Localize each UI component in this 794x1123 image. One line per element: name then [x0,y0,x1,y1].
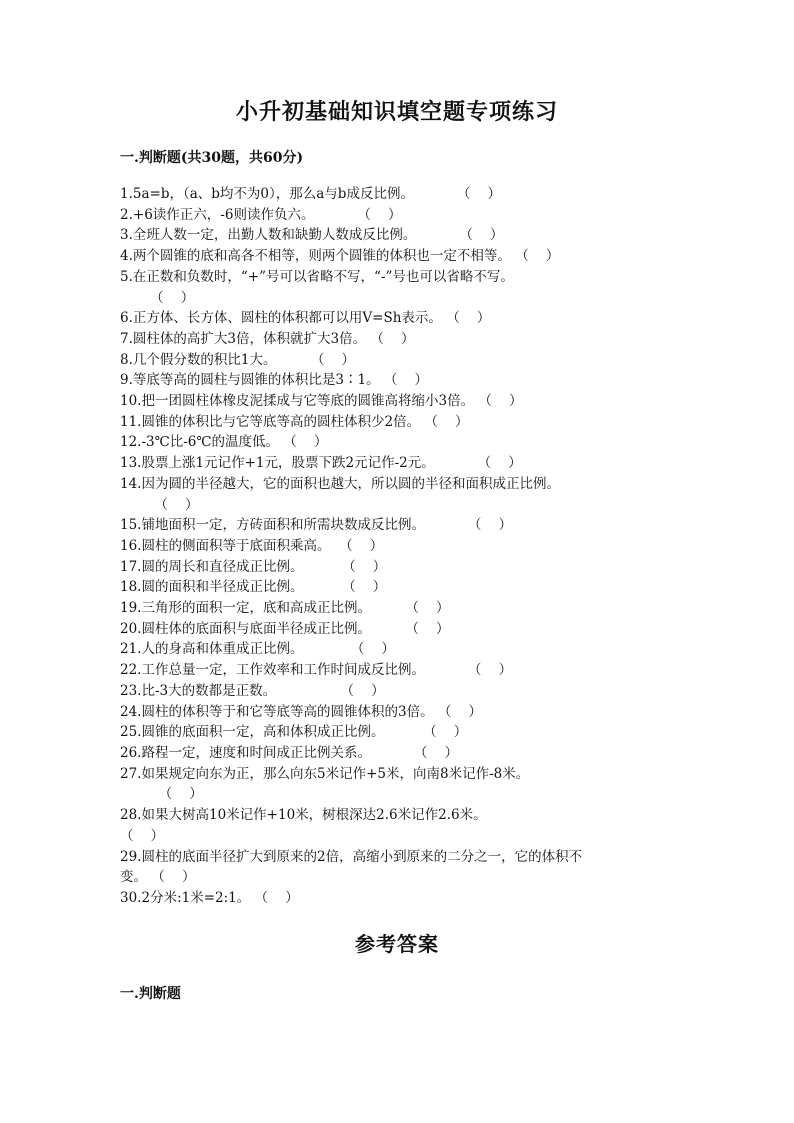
answer-blank: （ ） [342,579,387,596]
question-number: 7. [120,330,133,347]
answer-gap [371,621,405,637]
question-text: 全班人数一定，出勤人数和缺勤人数成反比例。 [132,227,417,244]
answer-blank: （ ） [467,662,513,679]
question-text: 如果大树高10米记作+10米，树根深达2.6米记作2.6米。 [141,807,487,824]
page-title: 小升初基础知识填空题专项练习 [235,99,558,125]
question-line [120,764,680,785]
answer-blank: （ ） [254,889,299,906]
answer-blank: （ ） [405,620,450,637]
question-text: 把一团圆柱体橡皮泥揉成与它等底的圆锥高将缩小3倍。 [141,393,475,410]
question-line [120,515,680,536]
question-line [120,308,680,329]
question-text: 等底等高的圆柱与圆锥的体积比是3∶1。 [132,372,380,389]
answer-gap [330,538,339,554]
question-line [120,702,680,723]
question-text: 在正数和负数时，“+”号可以省略不写，“-”号也可以省略不写。 [132,268,514,285]
question-text: 路程一定，速度和时间成正比例关系。 [141,744,371,761]
question-number: 21. [120,641,142,658]
question-line [120,722,680,743]
answer-blank: （ ） [424,413,469,430]
question-text: 圆的周长和直径成正比例。 [141,558,304,575]
question-number: 12. [120,434,142,451]
question-line [120,557,680,578]
question-text: 几个假分数的积比1大。 [132,351,277,368]
question-number: 1. [120,186,133,202]
answer-gap [120,497,154,513]
question-line [120,888,680,909]
answer-blank: （ ） [339,537,384,554]
answer-blank: （ ） [405,600,450,617]
answer-gap [371,600,405,616]
question-line [120,225,680,246]
question-number: 27. [120,765,142,782]
question-text: 圆柱的侧面积等于底面积乘高。 [141,537,331,554]
question-number: 5. [120,268,133,285]
answer-gap [314,207,357,223]
answer-gap [120,290,150,306]
answer-gap [276,683,340,699]
question-line [120,205,680,226]
answer-blank: （ ） [413,744,459,761]
question-line [120,370,680,391]
answer-blank: （ ） [150,289,195,306]
answer-gap [276,352,310,368]
question-number: 4. [120,248,133,265]
answer-blank: （ ） [383,372,429,389]
answer-gap [425,662,468,678]
answer-blank: （ ） [456,186,502,202]
question-line [120,391,680,412]
answer-gap [416,227,459,243]
question-line [120,577,680,598]
question-line [120,350,680,371]
answer-blank: （ ） [370,330,415,347]
question-line [120,246,680,267]
question-line [120,619,680,640]
question-number: 18. [120,579,142,596]
answer-blank: （ ） [459,227,504,244]
question-number: 6. [120,310,133,327]
answer-blank: （ ） [154,496,199,513]
question-text: 因为圆的半径越大，它的面积也越大，所以圆的半径和面积成正比例。 [141,475,560,492]
question-number: 24. [120,703,142,720]
question-number: 9. [120,372,133,389]
question-text: 两个圆锥的底和高各不相等，则两个圆锥的体积也一定不相等。 [132,248,511,265]
answer-blank: （ ） [515,248,560,265]
answer-blank: （ ） [342,558,387,575]
question-text: +6读作正六，-6则读作负六。 [132,206,315,223]
answer-blank: （ ） [357,206,402,223]
question-line [120,847,680,868]
question-text: 变。 [120,869,147,886]
answer-gap [414,186,457,202]
answer-gap [435,455,478,471]
section-heading: 一.判断题(共30题，共60分) [120,150,304,166]
answer-blank: （ ） [340,682,385,699]
answer-section-heading: 一.判断题 [120,986,181,1002]
answer-blank: （ ） [283,434,328,451]
question-number: 15. [120,517,142,534]
answer-gap [384,724,423,740]
answer-blank: （ ） [350,641,395,658]
question-line [120,267,680,288]
question-number: 25. [120,724,142,741]
answer-blank: （ ） [151,869,196,886]
question-list [120,184,680,909]
question-line [120,826,680,847]
question-text: 人的身高和体重成正比例。 [141,641,304,658]
question-line [120,639,680,660]
answer-blank: （ ） [478,393,523,410]
answer-blank: （ ） [310,351,355,368]
question-line [120,536,680,557]
question-line [120,329,680,350]
question-line [120,784,680,805]
question-text: 三角形的面积一定，底和高成正比例。 [141,600,371,617]
question-number: 19. [120,600,142,617]
question-text: 5a=b，（a、b均不为0），那么a与b成反比例。 [132,186,414,202]
question-number: 30. [120,889,142,906]
question-text: 圆柱体的高扩大3倍，体积就扩大3倍。 [132,330,367,347]
answer-blank: （ ） [120,827,165,844]
question-text: 圆柱的底面半径扩大到原来的2倍，高缩小到原来的二分之一，它的体积不 [141,848,583,865]
question-number: 2. [120,206,133,223]
question-number: 23. [120,682,142,699]
answer-blank: （ ） [446,310,491,327]
question-number: 8. [120,351,133,368]
question-text: 工作总量一定，工作效率和工作时间成反比例。 [141,662,425,679]
answer-gap [120,786,159,802]
question-number: 22. [120,662,142,679]
answer-gap [425,517,468,533]
answer-title: 参考答案 [355,932,439,956]
answer-blank: （ ） [437,703,483,720]
question-text: 圆锥的底面积一定，高和体积成正比例。 [141,724,385,741]
answer-blank: （ ） [423,724,468,741]
question-text: 2分米:1米=2:1。 [141,889,251,906]
question-line [120,474,680,495]
answer-gap [303,579,342,595]
question-number: 28. [120,807,142,824]
question-number: 17. [120,558,142,575]
question-line [120,598,680,619]
answer-blank: （ ） [467,517,513,534]
question-line [120,681,680,702]
question-line [120,805,680,826]
question-line [120,743,680,764]
answer-blank: （ ） [477,455,522,472]
question-line [120,495,680,516]
question-line [120,412,680,433]
question-text: 圆柱的体积等于和它等底等高的圆锥体积的3倍。 [141,703,434,720]
question-number: 13. [120,455,142,472]
question-number: 16. [120,537,142,554]
question-number: 14. [120,475,142,492]
question-line [120,288,680,309]
answer-gap [303,559,342,575]
question-line [120,453,680,474]
question-text: 如果规定向东为正，那么向东5米记作+5米，向南8米记作-8米。 [141,765,530,782]
question-number: 10. [120,393,142,410]
question-line [120,184,680,205]
question-line [120,867,680,888]
question-number: 26. [120,744,142,761]
question-text: 比-3大的数都是正数。 [141,682,277,699]
question-text: 正方体、长方体、圆柱的体积都可以用V=Sh表示。 [132,310,442,327]
question-text: 铺地面积一定，方砖面积和所需块数成反比例。 [141,517,425,534]
question-number: 29. [120,848,142,865]
answer-gap [371,745,414,761]
question-text: 股票上涨1元记作+1元，股票下跌2元记作-2元。 [141,455,435,472]
question-line [120,660,680,681]
question-number: 3. [120,227,133,244]
answer-gap [303,641,350,657]
question-number: 20. [120,620,142,637]
question-text: 圆的面积和半径成正比例。 [141,579,304,596]
question-text: -3℃比-6℃的温度低。 [141,434,279,451]
answer-blank: （ ） [158,786,203,803]
question-text: 圆锥的体积比与它等底等高的圆柱体积少2倍。 [141,413,421,430]
question-line [120,432,680,453]
question-text: 圆柱体的底面积与底面半径成正比例。 [141,620,371,637]
question-number: 11. [120,413,142,430]
